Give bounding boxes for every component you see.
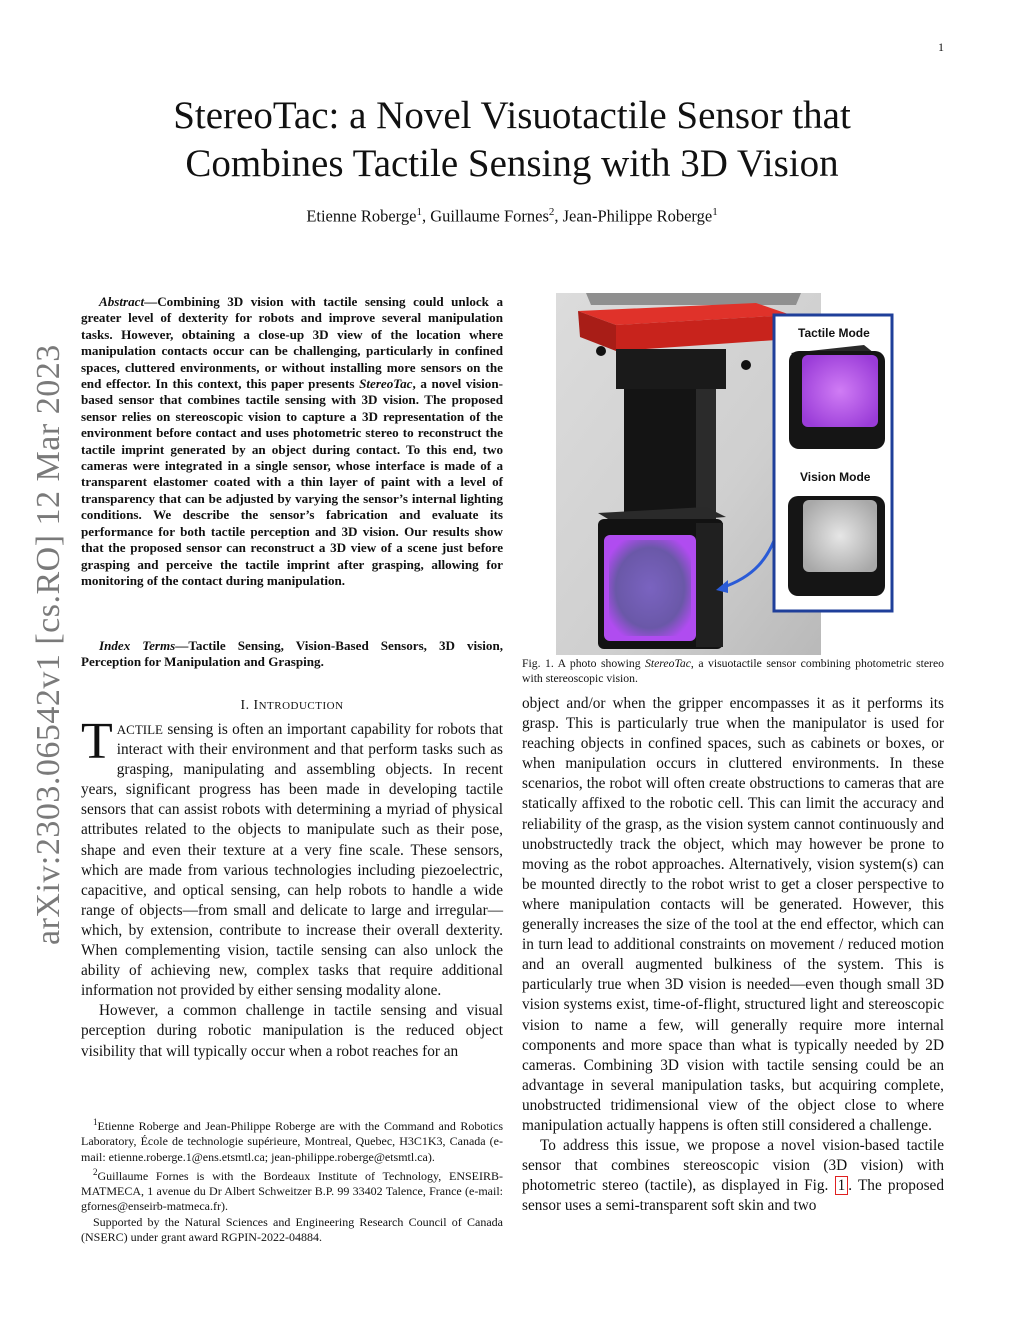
paragraph-2-text: To address this issue, we propose a novel vision-based tactile sensor that combines stereoscopic vision (3D vision) with photometric stereo (tactile), as displayed in Fig. (522, 1137, 944, 1195)
intro-paragraph-2: However, a common challenge in tactile sensing and visual perception during robotic manipulation is the reduced object visibility that will typically occur when a robot reaches for an (81, 1002, 503, 1060)
abstract-dash: — (144, 294, 158, 309)
footnote-1: Etienne Roberge and Jean-Philippe Roberge are with the Command and Robotics Laboratory, École de technologie supérieure, Montreal, Quebec, H3C1K3, Canada (e-mail: etienne.roberge.1@ens.etsmtl.ca; jean-philippe.roberge@etsmtl.ca). (81, 1119, 503, 1164)
footnote-2: Guillaume Fornes is with the Bordeaux Institute of Technology, ENSEIRB-MATMECA, 1 avenue du Dr Albert Schweitzer B.P. 99 33402 Talence, France (e-mail: gfornes@enseirb-matmeca.fr). (81, 1168, 503, 1214)
caption-prefix: Fig. 1. A photo showing (522, 657, 646, 670)
author-name: Guillaume Fornes (430, 206, 549, 226)
right-column-text (522, 694, 944, 1216)
vision-mode-label: Vision Mode (800, 470, 871, 484)
paper-title (0, 92, 1024, 188)
section-numeral: I. (240, 697, 250, 712)
index-terms (81, 638, 503, 671)
black-bracket (616, 349, 726, 389)
robot-arm-top (586, 293, 801, 305)
drop-cap: T (81, 713, 113, 770)
author-name: Etienne Roberge (306, 206, 417, 226)
footnote-mark: 1 (93, 1117, 98, 1127)
section-heading-introduction (81, 697, 503, 713)
page-number: 1 (938, 40, 944, 54)
abstract (81, 294, 503, 589)
sensor-column-highlight (696, 389, 716, 519)
title-line-1: StereoTac: a Novel Visuotactile Sensor that (173, 94, 851, 137)
intro-paragraph-1: sensing is often an important capability for robots that interact with their environment and that perform tasks such as grasping, manipulating and assembling objects. In recent years, significant progress has been made in developing tactile sensors that can assist robots with determining a myriad of physical attributes related to the objects to manipulate such as their pose, shape and even their texture at a very fine scale. These sensors, which are made from various technologies including piezoelectric, capacitive, and optical sensing, can help robots to handle a wide range of objects—from small and delicate to large and irregular—which, by extension, contribute to increase their overall dexterity. When complementing vision, tactile sensing can also unlock the ability of achieving new, complex tasks that require additional information not provided by either sensing modality alone. (81, 721, 503, 1000)
abstract-sensor-name: StereoTac (359, 376, 413, 392)
vision-cube-window (803, 500, 877, 572)
right-paragraph-1: object and/or when the gripper encompasses it as it performs its grasp. This is particularly true when the manipulator is used for reaching objects in confined spaces, such as cabinets or boxes, or when manipulation occurs in cluttered environments. In these scenarios, the robot will often create obstructions to cameras that are statically affixed to the robotic cell. This can limit the accuracy and reliability of the grasp, as the vision system cannot continuously and unobstructedly track the object, which may however be prone to moving as the robot approaches. Alternatively, vision system(s) can be mounted directly to the robot wrist to get a closer perspective to where manipulation contacts will be generated. However, this generally increases the size of the tool at the end effector, which can in turn lead to additional constraints on movement / reduced motion and an overall augmented bulkiness of the system. This is particularly true when 3D vision is needed—even though small 3D vision systems exist, time-of-flight, structured light and stereoscopic vision to name a few, will generally require more internal components and more space than what is typically needed by 2D cameras. Combining 3D vision with tactile sensing could be an advantage in several manipulation tasks, but acquiring complete, unobstructed tridimensional view of the object close to where manipulation actually happens is often still considered a challenge. (522, 695, 944, 1134)
screw (741, 360, 751, 370)
affiliation-mark: 2 (548, 206, 555, 218)
sensor-photo-figure (556, 293, 871, 655)
footnote-mark: 2 (93, 1166, 98, 1177)
caption-text: , a visuotactile sensor combining photometric stereo with stereoscopic vision. (522, 657, 944, 685)
right-paragraph-2 (522, 1136, 944, 1216)
index-terms-dash: — (175, 638, 189, 653)
author-name: Jean-Philippe Roberge (562, 206, 713, 226)
paragraph-2-text-end: . The proposed sensor uses a semi-transparent soft skin and two (522, 1177, 944, 1215)
tactile-cube-window (802, 355, 878, 427)
footnotes (81, 1115, 503, 1245)
figure-reference-link[interactable]: 1 (835, 1176, 849, 1195)
author-list: Etienne Roberge$^1$, Guillaume Fornes$^2$, Jean-Philippe Roberge$^1$ (306, 206, 718, 226)
title-line-2: Combines Tactile Sensing with 3D Vision (185, 142, 839, 185)
affiliation-mark: 1 (416, 206, 422, 218)
abstract-text-1: Combining 3D vision with tactile sensing could unlock a greater level of dexterity for robots and improve several manipulation tasks. However, obtaining a close-up 3D view of the location where manipulation contacts occur can be challenging, particularly in confined spaces, cluttered environments, or without installing more sensors on the end effector. In this context, this paper presents (81, 294, 503, 392)
introduction-text (81, 713, 503, 1062)
funding-note: Supported by the Natural Sciences and Engineering Research Council of Canada (NSERC) under grant award RGPIN-2022-04884. (81, 1214, 503, 1245)
figure-caption (522, 657, 944, 686)
first-word-rest: ACTILE (116, 722, 163, 737)
arxiv-identifier[interactable]: arXiv:2303.06542v1 [cs.RO] 12 Mar 2023 (30, 344, 67, 945)
tactile-mode-label: Tactile Mode (798, 326, 870, 340)
index-terms-label: Index Terms (99, 638, 176, 653)
screw (596, 346, 606, 356)
caption-sensor-name: StereoTac (645, 657, 691, 670)
affiliation-mark: 1 (712, 206, 718, 218)
section-title-rest: NTRODUCTION (258, 700, 344, 712)
abstract-text-2: , a novel vision-based sensor that combines tactile sensing with 3D vision. The proposed sensor relies on stereoscopic vision to capture a 3D representation of the environment before contact and uses photometric stereo to reconstruct the tactile imprint generated by an object during contact. To this end, two cameras were integrated in a single sensor, whose interface is made of a transparent elastomer coated with a thin layer of paint with a level of transparency that can be adjusted by varying the sensor’s internal lighting conditions. We describe the sensor’s fabrication and evaluate its performance for both tactile perception and 3D vision. Our results show that the proposed sensor can reconstruct a 3D view of a scene just before grasping and perceive the tactile imprint after grasping, allowing for monitoring of the contact during manipulation. (81, 376, 503, 588)
abstract-label: Abstract (99, 294, 145, 309)
sensor-head-side (696, 523, 723, 647)
section-first-letter: I (253, 697, 259, 712)
index-terms-text: Tactile Sensing, Vision-Based Sensors, 3D vision, Perception for Manipulation and Grasping. (81, 638, 504, 670)
tactile-window (609, 540, 691, 636)
